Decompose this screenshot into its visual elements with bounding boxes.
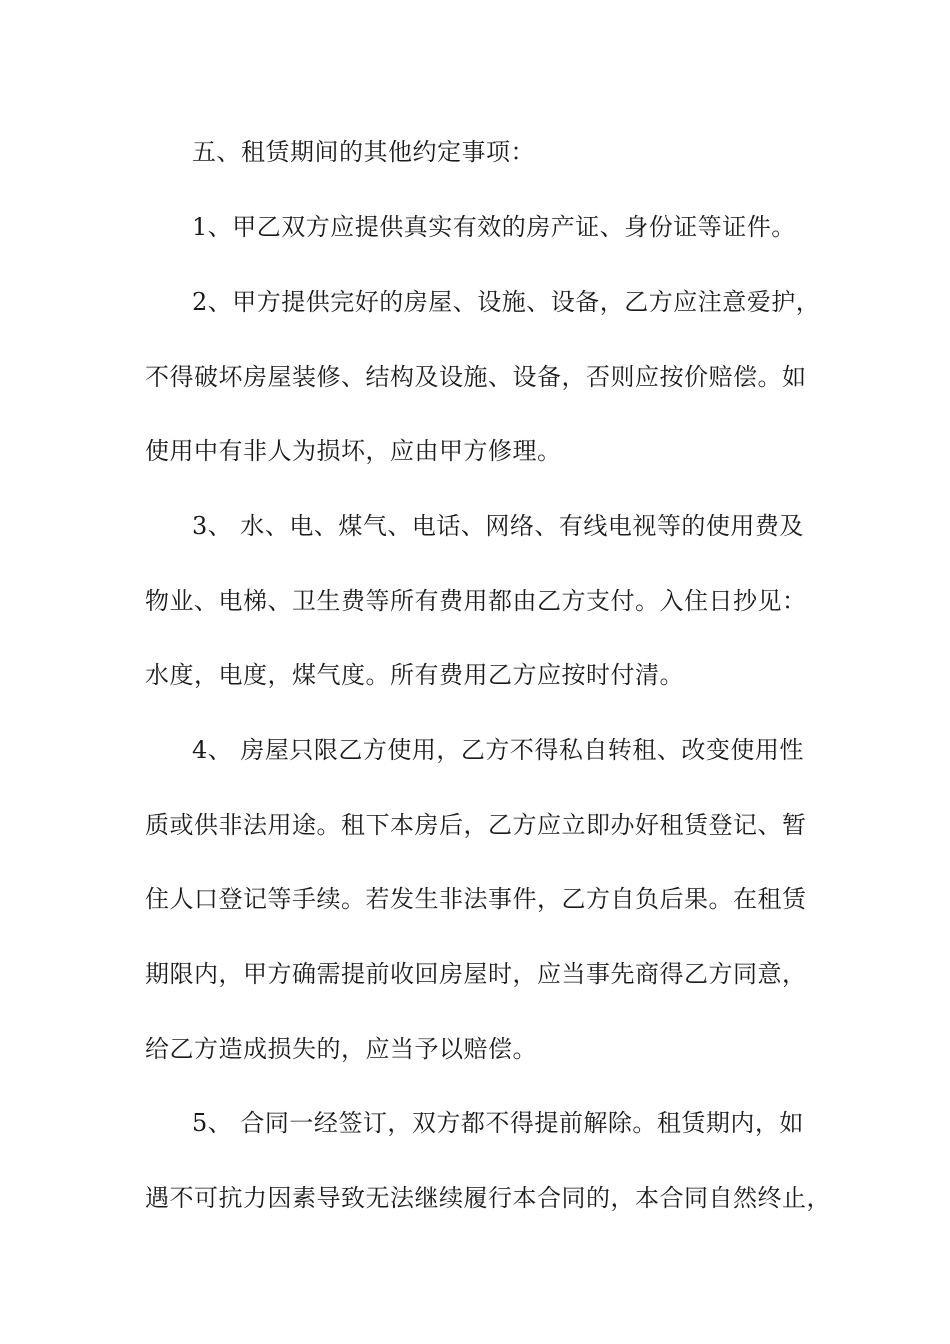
paragraph-line: 住人口登记等手续。若发生非法事件，乙方自负后果。在租赁 [145,885,807,913]
paragraph-line: 3、 水、电、煤气、电话、网络、有线电视等的使用费及 [192,512,804,540]
paragraph-line: 不得破坏房屋装修、结构及设施、设备，否则应按价赔偿。如 [145,363,807,391]
paragraph-line: 物业、电梯、卫生费等所有费用都由乙方支付。入住日抄见： [145,587,807,615]
paragraph-line: 5、 合同一经签订，双方都不得提前解除。租赁期内，如 [192,1109,804,1137]
section-heading: 五、租赁期间的其他约定事项： [192,138,535,166]
paragraph-line: 期限内，甲方确需提前收回房屋时，应当事先商得乙方同意， [145,960,807,988]
paragraph-line: 4、 房屋只限乙方使用，乙方不得私自转租、改变使用性 [192,736,804,764]
paragraph-line: 遇不可抗力因素导致无法继续履行本合同的，本合同自然终止， [145,1184,831,1212]
paragraph-line: 水度，电度，煤气度。所有费用乙方应按时付清。 [145,661,684,689]
paragraph-line: 使用中有非人为损坏，应由甲方修理。 [145,437,562,465]
paragraph-line: 1、甲乙双方应提供真实有效的房产证、身份证等证件。 [192,213,796,241]
paragraph-line: 2、甲方提供完好的房屋、设施、设备，乙方应注意爱护， [192,288,821,316]
paragraph-line: 质或供非法用途。租下本房后，乙方应立即办好租赁登记、暂 [145,811,807,839]
paragraph-line: 给乙方造成损失的，应当予以赔偿。 [145,1035,537,1063]
